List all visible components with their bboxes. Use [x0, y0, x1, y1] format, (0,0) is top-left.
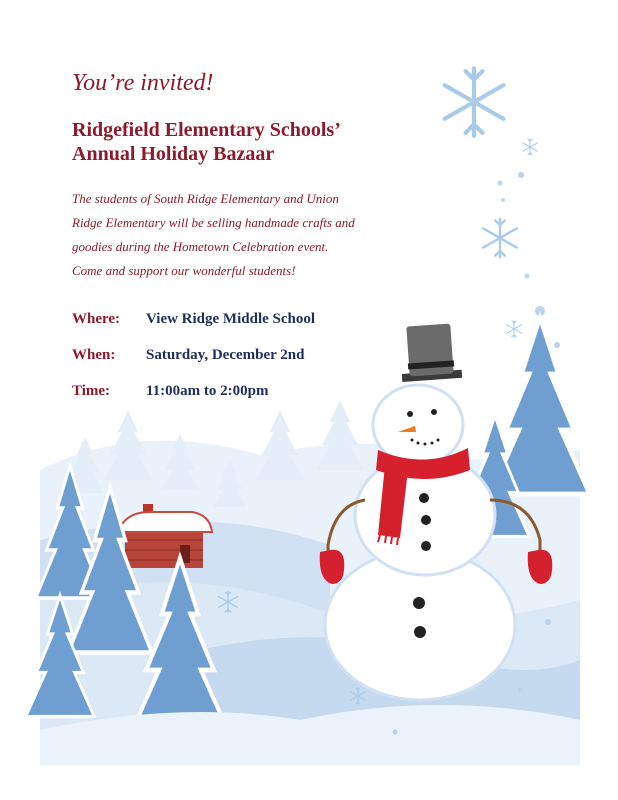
- pine-tree-icon: [316, 400, 364, 470]
- event-description: [72, 187, 412, 259]
- event-title-line: Ridgefield Elementary Schools’: [72, 119, 341, 141]
- description-line: goodies during the Hometown Celebration event.: [72, 239, 329, 254]
- invite-heading: You’re invited!: [72, 70, 214, 96]
- time-value: 11:00am to 2:00pm: [146, 383, 269, 399]
- snowflake-icon: [507, 321, 522, 338]
- description-line: Ridge Elementary will be selling handmade crafts and: [72, 215, 355, 230]
- event-title: [72, 118, 452, 166]
- where-label: Where:: [72, 311, 121, 327]
- event-title-line: Annual Holiday Bazaar: [72, 143, 275, 165]
- pine-tree-icon: [256, 410, 304, 480]
- call-to-action: Come and support our wonderful students!: [72, 263, 296, 278]
- description-line: The students of South Ridge Elementary and Union: [72, 191, 339, 206]
- snowflake-icon: [445, 68, 504, 135]
- snowflake-icon: [483, 219, 517, 257]
- when-value: Saturday, December 2nd: [146, 347, 305, 363]
- where-value: View Ridge Middle School: [146, 311, 316, 327]
- snowflake-icon: [523, 139, 538, 156]
- when-label: When:: [72, 347, 116, 363]
- time-label: Time:: [72, 383, 111, 399]
